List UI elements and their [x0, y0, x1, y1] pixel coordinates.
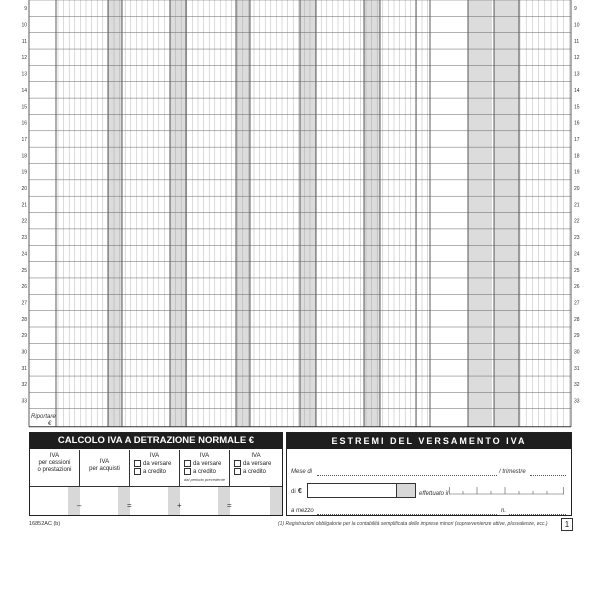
- euro-icon: €: [298, 488, 302, 495]
- row-number-left: 13: [21, 71, 27, 78]
- a-credito-option[interactable]: [130, 468, 179, 476]
- checkbox-icon[interactable]: [184, 468, 191, 475]
- row-number-right: 23: [574, 235, 580, 242]
- row-number-left: 23: [21, 235, 27, 242]
- row-number-right: 22: [574, 218, 580, 225]
- iva-saldo-header: [130, 450, 180, 486]
- row-number-right: 27: [574, 300, 580, 307]
- row-number-left: 30: [21, 349, 27, 356]
- row-number-right: 11: [574, 38, 580, 45]
- row-number-right: 14: [574, 87, 580, 94]
- mezzo-label: a mezzo: [291, 508, 314, 514]
- row-number-left: 20: [21, 186, 27, 193]
- row-number-left: 24: [21, 251, 27, 258]
- checkbox-icon[interactable]: [134, 460, 141, 467]
- row-number-left: 33: [21, 398, 27, 405]
- row-number-left: 25: [21, 267, 27, 274]
- row-number-left: 22: [21, 218, 27, 225]
- row-number-right: 26: [574, 284, 580, 291]
- page-number: 1: [561, 518, 573, 531]
- row-number-left: 9: [24, 6, 27, 13]
- row-number-left: 18: [21, 153, 27, 160]
- cents-shaded-cell: [396, 484, 415, 497]
- row-number-left: 17: [21, 136, 27, 143]
- da-versare-label: da versare: [143, 461, 172, 468]
- row-number-right: 30: [574, 349, 580, 356]
- footnote: (1) Registrazioni obbligatorie per la contabilità semplificata delle imprese minori (sopravvenienze attive, plusvalenze, ecc.): [278, 521, 548, 527]
- importo-input[interactable]: [307, 483, 416, 498]
- mese-label: Mese di: [291, 469, 313, 475]
- row-number-right: 33: [574, 398, 580, 405]
- row-number-right: 25: [574, 267, 580, 274]
- shaded-column: [364, 0, 380, 427]
- row-number-right: 21: [574, 202, 580, 209]
- row-number-right: 9: [574, 6, 577, 13]
- checkbox-icon[interactable]: [184, 460, 191, 467]
- row-number-left: 28: [21, 316, 27, 323]
- iva-precedente-header: [180, 450, 230, 486]
- row-number-right: 17: [574, 136, 580, 143]
- checkbox-icon[interactable]: [234, 468, 241, 475]
- plus-operator: +: [177, 501, 182, 510]
- row-number-right: 16: [574, 120, 580, 127]
- row-number-left: 26: [21, 284, 27, 291]
- effettuato-label: effettuato il: [419, 491, 449, 497]
- row-number-left: 19: [21, 169, 27, 176]
- da-versare-option[interactable]: [130, 460, 179, 468]
- trimestre-label: / trimestre: [499, 469, 526, 475]
- checkbox-icon[interactable]: [134, 468, 141, 475]
- iva-label: IVA: [99, 459, 110, 465]
- prestazioni-label: o prestazioni: [37, 467, 72, 473]
- row-number-left: 16: [21, 120, 27, 127]
- row-number-left: 14: [21, 87, 27, 94]
- shaded-column: [108, 0, 122, 427]
- mezzo-field[interactable]: [317, 514, 497, 515]
- numero-label: n.: [501, 508, 507, 514]
- row-number-right: 24: [574, 251, 580, 258]
- row-number-right: 31: [574, 365, 580, 372]
- a-credito-option[interactable]: [180, 468, 229, 476]
- data-versamento-field[interactable]: [449, 483, 565, 495]
- checkbox-icon[interactable]: [234, 460, 241, 467]
- row-number-right: 18: [574, 153, 580, 160]
- form-code: 16852AC (b): [29, 521, 61, 527]
- row-number-left: 27: [21, 300, 27, 307]
- equals-operator: =: [227, 501, 232, 510]
- da-versare-option[interactable]: [230, 460, 282, 468]
- equals-operator: =: [127, 501, 132, 510]
- shaded-column: [236, 0, 250, 427]
- a-credito-option[interactable]: [230, 468, 282, 476]
- numero-field[interactable]: [509, 514, 566, 515]
- row-number-right: 12: [574, 55, 580, 62]
- row-number-right: 15: [574, 104, 580, 111]
- shaded-cell: [270, 487, 282, 515]
- row-number-left: 31: [21, 365, 27, 372]
- calcolo-iva-title: CALCOLO IVA A DETRAZIONE NORMALE €: [30, 433, 282, 449]
- row-number-left: 12: [21, 55, 27, 62]
- da-versare-label: da versare: [243, 461, 272, 468]
- row-number-right: 20: [574, 186, 580, 193]
- shaded-column: [170, 0, 186, 427]
- calcolo-iva-columns: [30, 450, 282, 487]
- row-number-left: 29: [21, 333, 27, 340]
- row-number-left: 15: [21, 104, 27, 111]
- minus-operator: –: [77, 501, 82, 510]
- per-acquisti-label: per acquisti: [89, 466, 120, 472]
- da-versare-label: da versare: [193, 461, 222, 468]
- shaded-column: [300, 0, 316, 427]
- row-number-right: 13: [574, 71, 580, 78]
- mese-field[interactable]: [317, 475, 497, 476]
- estremi-versamento-box: [286, 432, 572, 516]
- row-number-right: 29: [574, 333, 580, 340]
- iva-cessioni-header: [30, 450, 80, 486]
- per-cessioni-label: per cessioni: [38, 460, 71, 466]
- row-number-right: 32: [574, 382, 580, 389]
- da-versare-option[interactable]: [180, 460, 229, 468]
- riportare-label: Riportare: [31, 413, 56, 420]
- iva-label: IVA: [199, 453, 210, 459]
- estremi-versamento-title: ESTREMI DEL VERSAMENTO IVA: [287, 433, 571, 449]
- a-credito-label: a credito: [193, 469, 217, 476]
- row-number-right: 28: [574, 316, 580, 323]
- iva-label: IVA: [251, 453, 261, 459]
- calcolo-iva-box: [29, 432, 283, 516]
- shaded-column: [468, 0, 492, 427]
- iva-label: IVA: [49, 453, 60, 459]
- periodo-precedente-note: dal periodo precedente: [184, 477, 225, 483]
- row-number-left: 11: [21, 38, 27, 45]
- row-number-right: 19: [574, 169, 580, 176]
- iva-finale-header: [230, 450, 282, 486]
- row-number-left: 32: [21, 382, 27, 389]
- row-number-left: 21: [21, 202, 27, 209]
- a-credito-label: a credito: [243, 469, 267, 476]
- iva-acquisti-header: [80, 450, 130, 486]
- calcolo-iva-values[interactable]: [30, 487, 282, 515]
- shaded-column: [494, 0, 519, 427]
- riportare-blank: [431, 409, 467, 426]
- di-label: di: [291, 489, 296, 495]
- iva-label: IVA: [149, 453, 160, 459]
- row-number-right: 10: [574, 22, 580, 29]
- euro-icon: €: [48, 420, 52, 427]
- row-number-left: 10: [21, 22, 27, 29]
- trimestre-field[interactable]: [530, 475, 566, 476]
- a-credito-label: a credito: [143, 469, 167, 476]
